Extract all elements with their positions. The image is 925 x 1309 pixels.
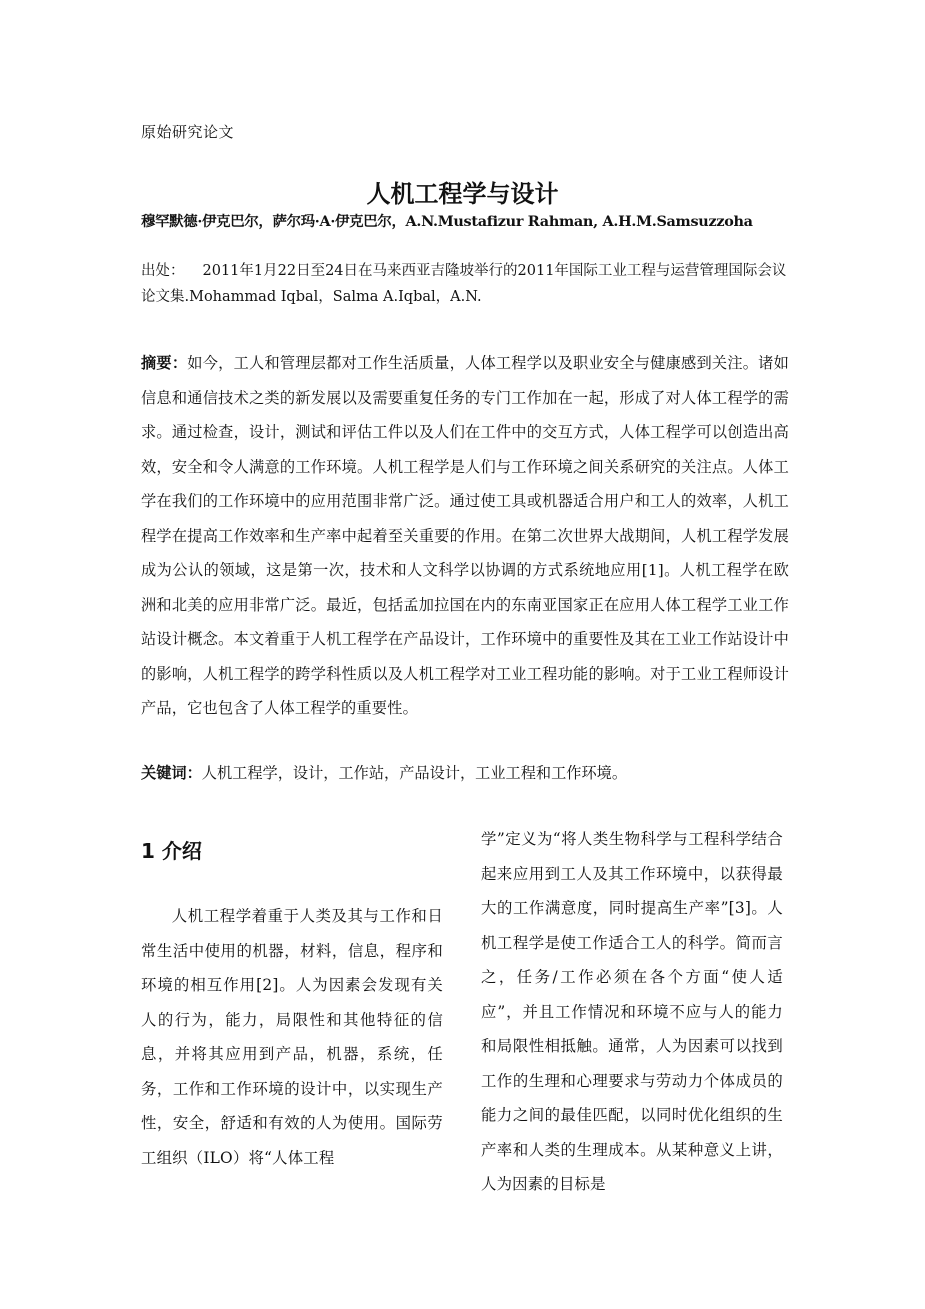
abstract-text: 如今，工人和管理层都对工作生活质量，人体工程学以及职业安全与健康感到关注。诸如信息和通信技术之类的新发展以及需要重复任务的专门工作加在一起，形成了对人体工程学的需求。通过检查，设计，测试和评估工件以及人们在工件中的交互方式，人体工程学可以创造出高效，安全和令人满意的工作环境。人机工程学是人们与工作环境之间关系研究的关注点。人体工学在我们的工作环境中的应用范围非常广泛。通过使工具或机器适合用户和工人的效率，人机工程学在提高工作效率和生产率中起着至关重要的作用。在第二次世界大战期间，人机工程学发展成为公认的领域，这是第一次，技术和人文科学以协调的方式系统地应用[1]。人机工程学在欧洲和北美的应用非常广泛。最近，包括孟加拉国在内的东南亚国家正在应用人体工程学工业工作站设计概念。本文着重于人机工程学在产品设计，工作环境中的重要性及其在工业工作站设计中的影响，人机工程学的跨学科性质以及人机工程学对工业工程功能的影响。对于工业工程师设计产品，它也包含了人体工程学的重要性。 — [141, 354, 789, 717]
paper-source — [141, 258, 791, 310]
paper-authors: 穆罕默德·伊克巴尔，萨尔玛·A·伊克巴尔，A.N.Mustafizur Rahman, A.H.M.Samsuzzoha — [141, 213, 753, 230]
intro-paragraph-right: 学”定义为“将人类生物科学与工程科学结合起来应用到工人及其工作环境中，以获得最大的工作满意度，同时提高生产率”[3]。人机工程学是使工作适合工人的科学。简而言之，任务/工作必须在各个方面“使人适应”，并且工作情况和环境不应与人的能力和局限性相抵触。通常，人为因素可以找到工作的生理和心理要求与劳动力个体成员的能力之间的最佳匹配，以同时优化组织的生产率和人类的生理成本。从某种意义上讲，人为因素的目标是 — [481, 830, 783, 1193]
abstract — [141, 346, 789, 726]
source-label: 出处： — [141, 263, 185, 279]
paper-category: 原始研究论文 — [141, 123, 235, 141]
intro-paragraph-left: 人机工程学着重于人类及其与工作和日常生活中使用的机器，材料，信息，程序和环境的相互作用[2]。人为因素会发现有关人的行为，能力，局限性和其他特征的信息，并将其应用到产品，机器，系统，任务，工作和工作环境的设计中，以实现生产性，安全，舒适和有效的人为使用。国际劳工组织（ILO）将“人体工程 — [141, 907, 443, 1167]
keywords-text: 人机工程学，设计，工作站，产品设计，工业工程和工作环境。 — [201, 764, 627, 782]
section-heading: 1 介绍 — [141, 839, 202, 863]
paper-title: 人机工程学与设计 — [366, 179, 559, 208]
keywords-label: 关键词： — [141, 764, 202, 782]
source-text: 2011年1月22日至24日在马来西亚吉隆坡举行的2011年国际工业工程与运营管理国际会议论文集.Mohammad Iqbal，Salma A.Iqbal，A.N. — [141, 263, 787, 305]
keywords — [141, 758, 791, 788]
abstract-label: 摘要： — [141, 354, 188, 372]
